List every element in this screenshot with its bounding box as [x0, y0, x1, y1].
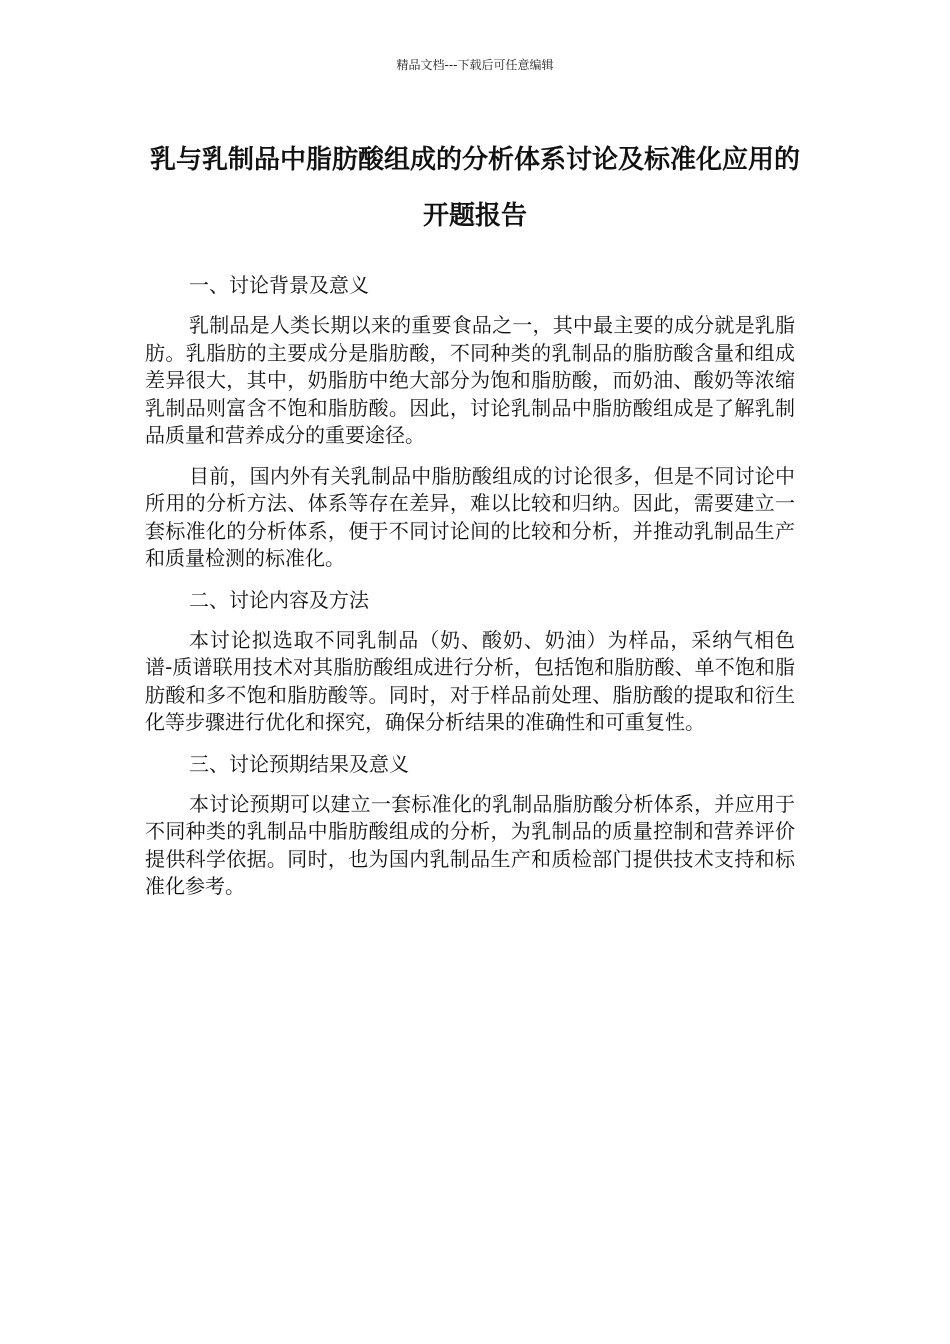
page-header-note: 精品文档---下载后可任意编辑 — [396, 58, 554, 72]
section-heading-background: 一、讨论背景及意义 — [189, 273, 369, 297]
section-heading-methods: 二、讨论内容及方法 — [189, 587, 369, 612]
paragraph-methods-1: 本讨论拟选取不同乳制品（奶、酸奶、奶油）为样品，采纳气相色谱-质谱联用技术对其脂肪酸组成进行分析，包括饱和脂肪酸、单不饱和脂肪酸和多不饱和脂肪酸等。同时，对于样品前处理、脂肪酸的提取和衍生化等步骤进行优化和探究，确保分析结果的准确性和可重复性。 — [145, 627, 795, 734]
paragraph-background-1: 乳制品是人类长期以来的重要食品之一，其中最主要的成分就是乳脂肪。乳脂肪的主要成分是脂肪酸，不同种类的乳制品的脂肪酸含量和组成差异很大，其中，奶脂肪中绝大部分为饱和脂肪酸，而奶油、酸奶等浓缩乳制品则富含不饱和脂肪酸。因此，讨论乳制品中脂肪酸组成是了解乳制品质量和营养成分的重要途径。 — [145, 313, 795, 447]
paragraph-background-2: 目前，国内外有关乳制品中脂肪酸组成的讨论很多，但是不同讨论中所用的分析方法、体系等存在差异，难以比较和归纳。因此，需要建立一套标准化的分析体系，便于不同讨论间的比较和分析，并推动乳制品生产和质量检测的标准化。 — [145, 463, 795, 570]
paragraph-expected-results-1: 本讨论预期可以建立一套标准化的乳制品脂肪酸分析体系，并应用于不同种类的乳制品中脂肪酸组成的分析，为乳制品的质量控制和营养评价提供科学依据。同时，也为国内乳制品生产和质检部门提供技术支持和标准化参考。 — [145, 791, 795, 898]
document-body — [145, 271, 795, 914]
section-heading-expected-results: 三、讨论预期结果及意义 — [189, 751, 409, 776]
document-title: 乳与乳制品中脂肪酸组成的分析体系讨论及标准化应用的开题报告 — [149, 145, 800, 231]
